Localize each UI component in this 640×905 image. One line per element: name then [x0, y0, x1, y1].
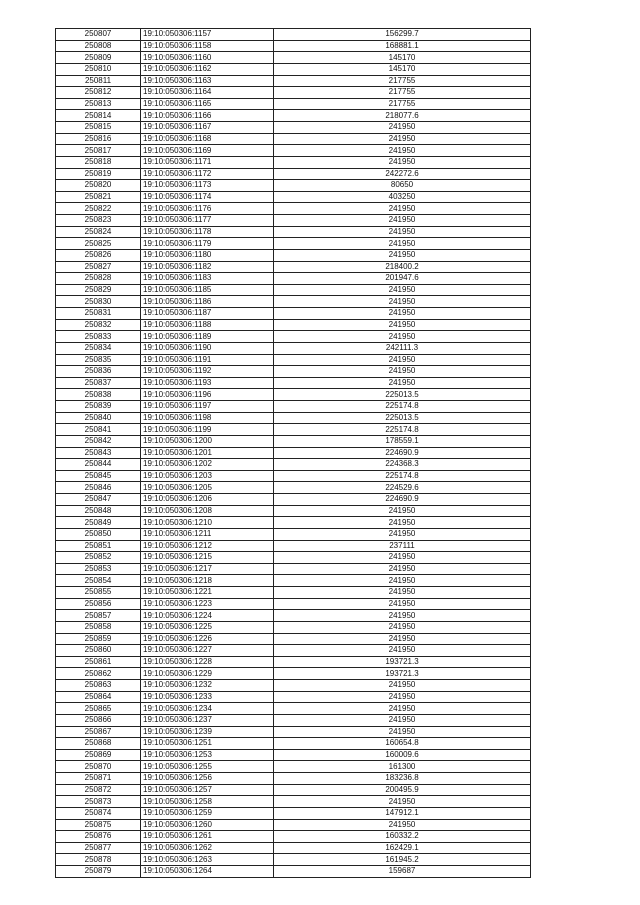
- table-row: [56, 377, 531, 389]
- table-row: [56, 738, 531, 750]
- value-cell: 241950: [274, 552, 531, 564]
- cadastral-number-cell: 19:10:050306:1205: [141, 482, 274, 494]
- row-number-cell: 250858: [56, 621, 141, 633]
- cadastral-number-cell: 19:10:050306:1263: [141, 854, 274, 866]
- row-number-cell: 250873: [56, 796, 141, 808]
- row-number-cell: 250807: [56, 29, 141, 41]
- table-row: [56, 680, 531, 692]
- row-number-cell: 250879: [56, 866, 141, 878]
- row-number-cell: 250851: [56, 540, 141, 552]
- value-cell: 241950: [274, 145, 531, 157]
- row-number-cell: 250846: [56, 482, 141, 494]
- row-number-cell: 250823: [56, 215, 141, 227]
- cadastral-number-cell: 19:10:050306:1255: [141, 761, 274, 773]
- row-number-cell: 250865: [56, 703, 141, 715]
- cadastral-number-cell: 19:10:050306:1202: [141, 459, 274, 471]
- table-row: [56, 517, 531, 529]
- row-number-cell: 250821: [56, 191, 141, 203]
- cadastral-number-cell: 19:10:050306:1228: [141, 656, 274, 668]
- table-row: [56, 180, 531, 192]
- value-cell: 241950: [274, 226, 531, 238]
- table-row: [56, 87, 531, 99]
- table-body: [56, 29, 531, 878]
- row-number-cell: 250837: [56, 377, 141, 389]
- table-row: [56, 714, 531, 726]
- cadastral-number-cell: 19:10:050306:1191: [141, 354, 274, 366]
- table-row: [56, 459, 531, 471]
- table-row: [56, 354, 531, 366]
- table-row: [56, 389, 531, 401]
- table-row: [56, 656, 531, 668]
- table-row: [56, 75, 531, 87]
- row-number-cell: 250861: [56, 656, 141, 668]
- row-number-cell: 250875: [56, 819, 141, 831]
- table-row: [56, 319, 531, 331]
- cadastral-number-cell: 19:10:050306:1169: [141, 145, 274, 157]
- cadastral-number-cell: 19:10:050306:1206: [141, 494, 274, 506]
- row-number-cell: 250877: [56, 842, 141, 854]
- cadastral-number-cell: 19:10:050306:1262: [141, 842, 274, 854]
- row-number-cell: 250809: [56, 52, 141, 64]
- value-cell: 241950: [274, 680, 531, 692]
- table-row: [56, 540, 531, 552]
- cadastral-number-cell: 19:10:050306:1160: [141, 52, 274, 64]
- table-row: [56, 470, 531, 482]
- table-row: [56, 749, 531, 761]
- row-number-cell: 250818: [56, 156, 141, 168]
- cadastral-number-cell: 19:10:050306:1173: [141, 180, 274, 192]
- table-row: [56, 331, 531, 343]
- table-row: [56, 435, 531, 447]
- value-cell: 178559.1: [274, 435, 531, 447]
- row-number-cell: 250848: [56, 505, 141, 517]
- row-number-cell: 250808: [56, 40, 141, 52]
- value-cell: 241950: [274, 284, 531, 296]
- value-cell: 241950: [274, 505, 531, 517]
- value-cell: 162429.1: [274, 842, 531, 854]
- value-cell: 241950: [274, 296, 531, 308]
- cadastral-number-cell: 19:10:050306:1258: [141, 796, 274, 808]
- cadastral-number-cell: 19:10:050306:1226: [141, 633, 274, 645]
- value-cell: 403250: [274, 191, 531, 203]
- cadastral-number-cell: 19:10:050306:1183: [141, 273, 274, 285]
- value-cell: 241950: [274, 377, 531, 389]
- value-cell: 241950: [274, 319, 531, 331]
- cadastral-number-cell: 19:10:050306:1164: [141, 87, 274, 99]
- cadastral-number-cell: 19:10:050306:1176: [141, 203, 274, 215]
- value-cell: 156299.7: [274, 29, 531, 41]
- row-number-cell: 250835: [56, 354, 141, 366]
- value-cell: 161300: [274, 761, 531, 773]
- value-cell: 241950: [274, 133, 531, 145]
- table-row: [56, 122, 531, 134]
- row-number-cell: 250832: [56, 319, 141, 331]
- row-number-cell: 250820: [56, 180, 141, 192]
- value-cell: 160332.2: [274, 831, 531, 843]
- value-cell: 241950: [274, 633, 531, 645]
- value-cell: 224690.9: [274, 447, 531, 459]
- cadastral-number-cell: 19:10:050306:1177: [141, 215, 274, 227]
- value-cell: 241950: [274, 610, 531, 622]
- cadastral-number-cell: 19:10:050306:1234: [141, 703, 274, 715]
- row-number-cell: 250857: [56, 610, 141, 622]
- value-cell: 225174.8: [274, 470, 531, 482]
- value-cell: 241950: [274, 331, 531, 343]
- value-cell: 217755: [274, 98, 531, 110]
- row-number-cell: 250870: [56, 761, 141, 773]
- row-number-cell: 250836: [56, 366, 141, 378]
- cadastral-number-cell: 19:10:050306:1188: [141, 319, 274, 331]
- row-number-cell: 250815: [56, 122, 141, 134]
- cadastral-number-cell: 19:10:050306:1157: [141, 29, 274, 41]
- value-cell: 168881.1: [274, 40, 531, 52]
- table-row: [56, 29, 531, 41]
- row-number-cell: 250844: [56, 459, 141, 471]
- cadastral-number-cell: 19:10:050306:1224: [141, 610, 274, 622]
- row-number-cell: 250855: [56, 587, 141, 599]
- row-number-cell: 250824: [56, 226, 141, 238]
- cadastral-number-cell: 19:10:050306:1185: [141, 284, 274, 296]
- cadastral-number-cell: 19:10:050306:1239: [141, 726, 274, 738]
- row-number-cell: 250845: [56, 470, 141, 482]
- value-cell: 160654.8: [274, 738, 531, 750]
- cadastral-value-table: [55, 28, 531, 878]
- cadastral-number-cell: 19:10:050306:1256: [141, 773, 274, 785]
- value-cell: 145170: [274, 52, 531, 64]
- value-cell: 241950: [274, 796, 531, 808]
- value-cell: 241950: [274, 598, 531, 610]
- cadastral-number-cell: 19:10:050306:1167: [141, 122, 274, 134]
- row-number-cell: 250826: [56, 249, 141, 261]
- value-cell: 241950: [274, 203, 531, 215]
- cadastral-number-cell: 19:10:050306:1193: [141, 377, 274, 389]
- value-cell: 225013.5: [274, 412, 531, 424]
- cadastral-number-cell: 19:10:050306:1186: [141, 296, 274, 308]
- value-cell: 160009.6: [274, 749, 531, 761]
- table-row: [56, 215, 531, 227]
- cadastral-number-cell: 19:10:050306:1253: [141, 749, 274, 761]
- table-row: [56, 133, 531, 145]
- cadastral-number-cell: 19:10:050306:1251: [141, 738, 274, 750]
- value-cell: 145170: [274, 63, 531, 75]
- table-row: [56, 842, 531, 854]
- table-row: [56, 424, 531, 436]
- value-cell: 225013.5: [274, 389, 531, 401]
- row-number-cell: 250817: [56, 145, 141, 157]
- cadastral-number-cell: 19:10:050306:1200: [141, 435, 274, 447]
- table-row: [56, 726, 531, 738]
- table-row: [56, 796, 531, 808]
- cadastral-number-cell: 19:10:050306:1225: [141, 621, 274, 633]
- value-cell: 161945.2: [274, 854, 531, 866]
- cadastral-number-cell: 19:10:050306:1165: [141, 98, 274, 110]
- cadastral-number-cell: 19:10:050306:1208: [141, 505, 274, 517]
- cadastral-number-cell: 19:10:050306:1264: [141, 866, 274, 878]
- row-number-cell: 250842: [56, 435, 141, 447]
- table-row: [56, 563, 531, 575]
- value-cell: 224368.3: [274, 459, 531, 471]
- cadastral-number-cell: 19:10:050306:1158: [141, 40, 274, 52]
- table-row: [56, 447, 531, 459]
- row-number-cell: 250868: [56, 738, 141, 750]
- row-number-cell: 250871: [56, 773, 141, 785]
- cadastral-number-cell: 19:10:050306:1179: [141, 238, 274, 250]
- row-number-cell: 250856: [56, 598, 141, 610]
- table-row: [56, 703, 531, 715]
- cadastral-number-cell: 19:10:050306:1223: [141, 598, 274, 610]
- row-number-cell: 250828: [56, 273, 141, 285]
- table-row: [56, 249, 531, 261]
- row-number-cell: 250841: [56, 424, 141, 436]
- value-cell: 241950: [274, 156, 531, 168]
- row-number-cell: 250830: [56, 296, 141, 308]
- value-cell: 242111.3: [274, 342, 531, 354]
- table-row: [56, 342, 531, 354]
- cadastral-number-cell: 19:10:050306:1261: [141, 831, 274, 843]
- row-number-cell: 250854: [56, 575, 141, 587]
- cadastral-number-cell: 19:10:050306:1237: [141, 714, 274, 726]
- value-cell: 241950: [274, 354, 531, 366]
- value-cell: 225174.8: [274, 424, 531, 436]
- cadastral-number-cell: 19:10:050306:1201: [141, 447, 274, 459]
- table-row: [56, 145, 531, 157]
- table-row: [56, 261, 531, 273]
- row-number-cell: 250822: [56, 203, 141, 215]
- row-number-cell: 250849: [56, 517, 141, 529]
- table-row: [56, 598, 531, 610]
- table-row: [56, 633, 531, 645]
- cadastral-number-cell: 19:10:050306:1190: [141, 342, 274, 354]
- cadastral-number-cell: 19:10:050306:1212: [141, 540, 274, 552]
- row-number-cell: 250819: [56, 168, 141, 180]
- table-row: [56, 296, 531, 308]
- value-cell: 241950: [274, 215, 531, 227]
- cadastral-number-cell: 19:10:050306:1210: [141, 517, 274, 529]
- table-row: [56, 819, 531, 831]
- value-cell: 183236.8: [274, 773, 531, 785]
- row-number-cell: 250839: [56, 401, 141, 413]
- value-cell: 241950: [274, 122, 531, 134]
- table-row: [56, 191, 531, 203]
- value-cell: 159687: [274, 866, 531, 878]
- table-row: [56, 110, 531, 122]
- cadastral-number-cell: 19:10:050306:1171: [141, 156, 274, 168]
- row-number-cell: 250813: [56, 98, 141, 110]
- row-number-cell: 250834: [56, 342, 141, 354]
- row-number-cell: 250825: [56, 238, 141, 250]
- row-number-cell: 250852: [56, 552, 141, 564]
- table-row: [56, 238, 531, 250]
- cadastral-number-cell: 19:10:050306:1196: [141, 389, 274, 401]
- cadastral-number-cell: 19:10:050306:1197: [141, 401, 274, 413]
- cadastral-number-cell: 19:10:050306:1172: [141, 168, 274, 180]
- value-cell: 237111: [274, 540, 531, 552]
- value-cell: 241950: [274, 366, 531, 378]
- table-row: [56, 505, 531, 517]
- row-number-cell: 250840: [56, 412, 141, 424]
- table-row: [56, 203, 531, 215]
- row-number-cell: 250838: [56, 389, 141, 401]
- value-cell: 218077.6: [274, 110, 531, 122]
- table-row: [56, 168, 531, 180]
- value-cell: 193721.3: [274, 656, 531, 668]
- value-cell: 200495.9: [274, 784, 531, 796]
- row-number-cell: 250810: [56, 63, 141, 75]
- cadastral-number-cell: 19:10:050306:1229: [141, 668, 274, 680]
- row-number-cell: 250863: [56, 680, 141, 692]
- cadastral-number-cell: 19:10:050306:1233: [141, 691, 274, 703]
- cadastral-number-cell: 19:10:050306:1232: [141, 680, 274, 692]
- table-row: [56, 226, 531, 238]
- table-row: [56, 52, 531, 64]
- table-row: [56, 784, 531, 796]
- row-number-cell: 250811: [56, 75, 141, 87]
- cadastral-number-cell: 19:10:050306:1178: [141, 226, 274, 238]
- table-row: [56, 854, 531, 866]
- value-cell: 241950: [274, 714, 531, 726]
- value-cell: 241950: [274, 691, 531, 703]
- table-row: [56, 156, 531, 168]
- value-cell: 241950: [274, 621, 531, 633]
- table-row: [56, 691, 531, 703]
- value-cell: 241950: [274, 587, 531, 599]
- table-row: [56, 63, 531, 75]
- value-cell: 217755: [274, 75, 531, 87]
- row-number-cell: 250869: [56, 749, 141, 761]
- table-row: [56, 668, 531, 680]
- cadastral-number-cell: 19:10:050306:1221: [141, 587, 274, 599]
- value-cell: 241950: [274, 249, 531, 261]
- table-row: [56, 482, 531, 494]
- table-row: [56, 308, 531, 320]
- cadastral-number-cell: 19:10:050306:1174: [141, 191, 274, 203]
- value-cell: 218400.2: [274, 261, 531, 273]
- cadastral-number-cell: 19:10:050306:1168: [141, 133, 274, 145]
- cadastral-number-cell: 19:10:050306:1180: [141, 249, 274, 261]
- row-number-cell: 250872: [56, 784, 141, 796]
- row-number-cell: 250833: [56, 331, 141, 343]
- row-number-cell: 250860: [56, 645, 141, 657]
- table-row: [56, 40, 531, 52]
- value-cell: 241950: [274, 819, 531, 831]
- table-row: [56, 866, 531, 878]
- cadastral-number-cell: 19:10:050306:1199: [141, 424, 274, 436]
- value-cell: 241950: [274, 645, 531, 657]
- table-row: [56, 831, 531, 843]
- cadastral-number-cell: 19:10:050306:1166: [141, 110, 274, 122]
- table-row: [56, 528, 531, 540]
- row-number-cell: 250843: [56, 447, 141, 459]
- table-row: [56, 610, 531, 622]
- value-cell: 224529.6: [274, 482, 531, 494]
- value-cell: 201947.6: [274, 273, 531, 285]
- value-cell: 241950: [274, 703, 531, 715]
- cadastral-number-cell: 19:10:050306:1187: [141, 308, 274, 320]
- value-cell: 224690.9: [274, 494, 531, 506]
- row-number-cell: 250827: [56, 261, 141, 273]
- cadastral-number-cell: 19:10:050306:1192: [141, 366, 274, 378]
- row-number-cell: 250831: [56, 308, 141, 320]
- cadastral-number-cell: 19:10:050306:1189: [141, 331, 274, 343]
- row-number-cell: 250829: [56, 284, 141, 296]
- value-cell: 241950: [274, 528, 531, 540]
- value-cell: 193721.3: [274, 668, 531, 680]
- table-row: [56, 284, 531, 296]
- cadastral-number-cell: 19:10:050306:1198: [141, 412, 274, 424]
- value-cell: 241950: [274, 726, 531, 738]
- row-number-cell: 250867: [56, 726, 141, 738]
- cadastral-number-cell: 19:10:050306:1218: [141, 575, 274, 587]
- row-number-cell: 250814: [56, 110, 141, 122]
- cadastral-number-cell: 19:10:050306:1259: [141, 807, 274, 819]
- value-cell: 241950: [274, 308, 531, 320]
- cadastral-number-cell: 19:10:050306:1257: [141, 784, 274, 796]
- row-number-cell: 250859: [56, 633, 141, 645]
- table-row: [56, 645, 531, 657]
- cadastral-number-cell: 19:10:050306:1203: [141, 470, 274, 482]
- row-number-cell: 250812: [56, 87, 141, 99]
- table-row: [56, 366, 531, 378]
- table-row: [56, 412, 531, 424]
- cadastral-number-cell: 19:10:050306:1163: [141, 75, 274, 87]
- table-row: [56, 273, 531, 285]
- value-cell: 147912.1: [274, 807, 531, 819]
- table-row: [56, 621, 531, 633]
- row-number-cell: 250816: [56, 133, 141, 145]
- value-cell: 241950: [274, 563, 531, 575]
- table-row: [56, 401, 531, 413]
- table-row: [56, 494, 531, 506]
- row-number-cell: 250847: [56, 494, 141, 506]
- row-number-cell: 250850: [56, 528, 141, 540]
- row-number-cell: 250853: [56, 563, 141, 575]
- value-cell: 241950: [274, 517, 531, 529]
- cadastral-number-cell: 19:10:050306:1260: [141, 819, 274, 831]
- table-row: [56, 98, 531, 110]
- row-number-cell: 250878: [56, 854, 141, 866]
- table-row: [56, 807, 531, 819]
- cadastral-number-cell: 19:10:050306:1227: [141, 645, 274, 657]
- table-row: [56, 587, 531, 599]
- row-number-cell: 250876: [56, 831, 141, 843]
- table-row: [56, 773, 531, 785]
- cadastral-number-cell: 19:10:050306:1211: [141, 528, 274, 540]
- table-row: [56, 761, 531, 773]
- table-row: [56, 552, 531, 564]
- cadastral-number-cell: 19:10:050306:1182: [141, 261, 274, 273]
- row-number-cell: 250874: [56, 807, 141, 819]
- value-cell: 241950: [274, 238, 531, 250]
- value-cell: 217755: [274, 87, 531, 99]
- table-row: [56, 575, 531, 587]
- value-cell: 241950: [274, 575, 531, 587]
- value-cell: 242272.6: [274, 168, 531, 180]
- cadastral-number-cell: 19:10:050306:1162: [141, 63, 274, 75]
- value-cell: 80650: [274, 180, 531, 192]
- row-number-cell: 250866: [56, 714, 141, 726]
- row-number-cell: 250864: [56, 691, 141, 703]
- cadastral-number-cell: 19:10:050306:1215: [141, 552, 274, 564]
- cadastral-number-cell: 19:10:050306:1217: [141, 563, 274, 575]
- row-number-cell: 250862: [56, 668, 141, 680]
- value-cell: 225174.8: [274, 401, 531, 413]
